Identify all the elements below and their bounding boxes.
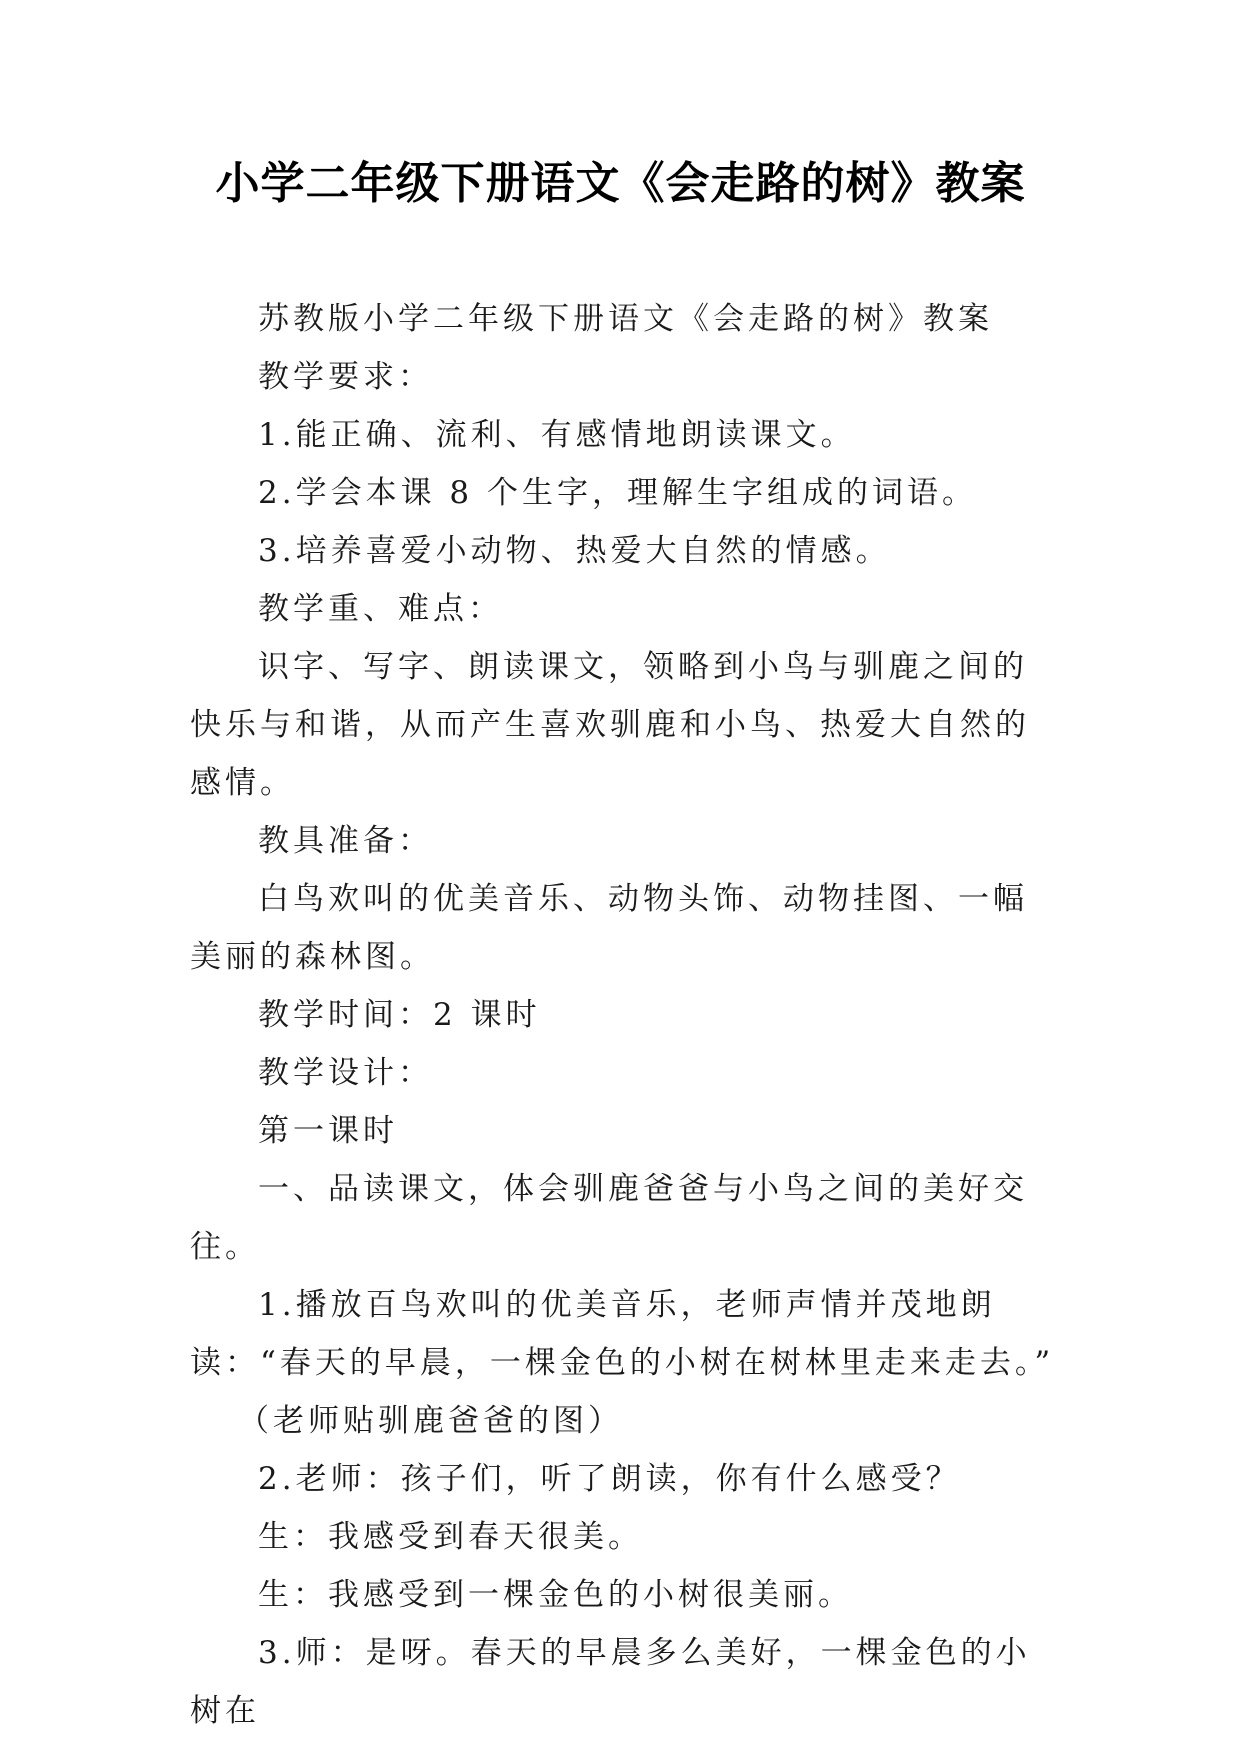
paragraph-requirement-2: 2.学会本课 8 个生字，理解生字组成的词语。	[258, 475, 978, 511]
paragraph-step-1: 1.播放百鸟欢叫的优美音乐，老师声情并茂地朗读：“春天的早晨，一棵金色的小树在树林里走来走去。”	[190, 1287, 1055, 1381]
paragraph-key-points: 识字、写字、朗读课文，领略到小鸟与驯鹿之间的快乐与和谐，从而产生喜欢驯鹿和小鸟、热爱大自然的感情。	[190, 649, 1030, 801]
paragraph-requirement-1: 1.能正确、流利、有感情地朗读课文。	[258, 417, 856, 453]
paragraph-requirement-3: 3.培养喜爱小动物、热爱大自然的情感。	[258, 533, 891, 569]
paragraph-heading-requirements: 教学要求：	[258, 359, 433, 395]
paragraph-materials: 白鸟欢叫的优美音乐、动物头饰、动物挂图、一幅美丽的森林图。	[190, 881, 1028, 975]
paragraph-subtitle: 苏教版小学二年级下册语文《会走路的树》教案	[258, 301, 993, 337]
paragraph-heading-key-points: 教学重、难点：	[258, 591, 503, 627]
paragraph-heading-design: 教学设计：	[258, 1055, 433, 1091]
paragraph-lesson-one: 第一课时	[258, 1113, 398, 1149]
paragraph-teacher-note: （老师贴驯鹿爸爸的图）	[238, 1403, 623, 1439]
paragraph-section-one: 一、品读课文，体会驯鹿爸爸与小鸟之间的美好交往。	[190, 1171, 1028, 1265]
paragraph-student-answer-2: 生：我感受到一棵金色的小树很美丽。	[258, 1577, 853, 1613]
paragraph-teaching-time: 教学时间：2 课时	[258, 997, 541, 1033]
document-body	[190, 290, 1062, 1740]
paragraph-heading-materials: 教具准备：	[258, 823, 433, 859]
paragraph-step-2: 2.老师：孩子们，听了朗读，你有什么感受？	[258, 1461, 961, 1497]
paragraph-step-3: 3.师：是呀。春天的早晨多么美好，一棵金色的小树在	[190, 1635, 1031, 1729]
document-title: 小学二年级下册语文《会走路的树》教案	[215, 158, 1026, 209]
paragraph-student-answer-1: 生：我感受到春天很美。	[258, 1519, 643, 1555]
